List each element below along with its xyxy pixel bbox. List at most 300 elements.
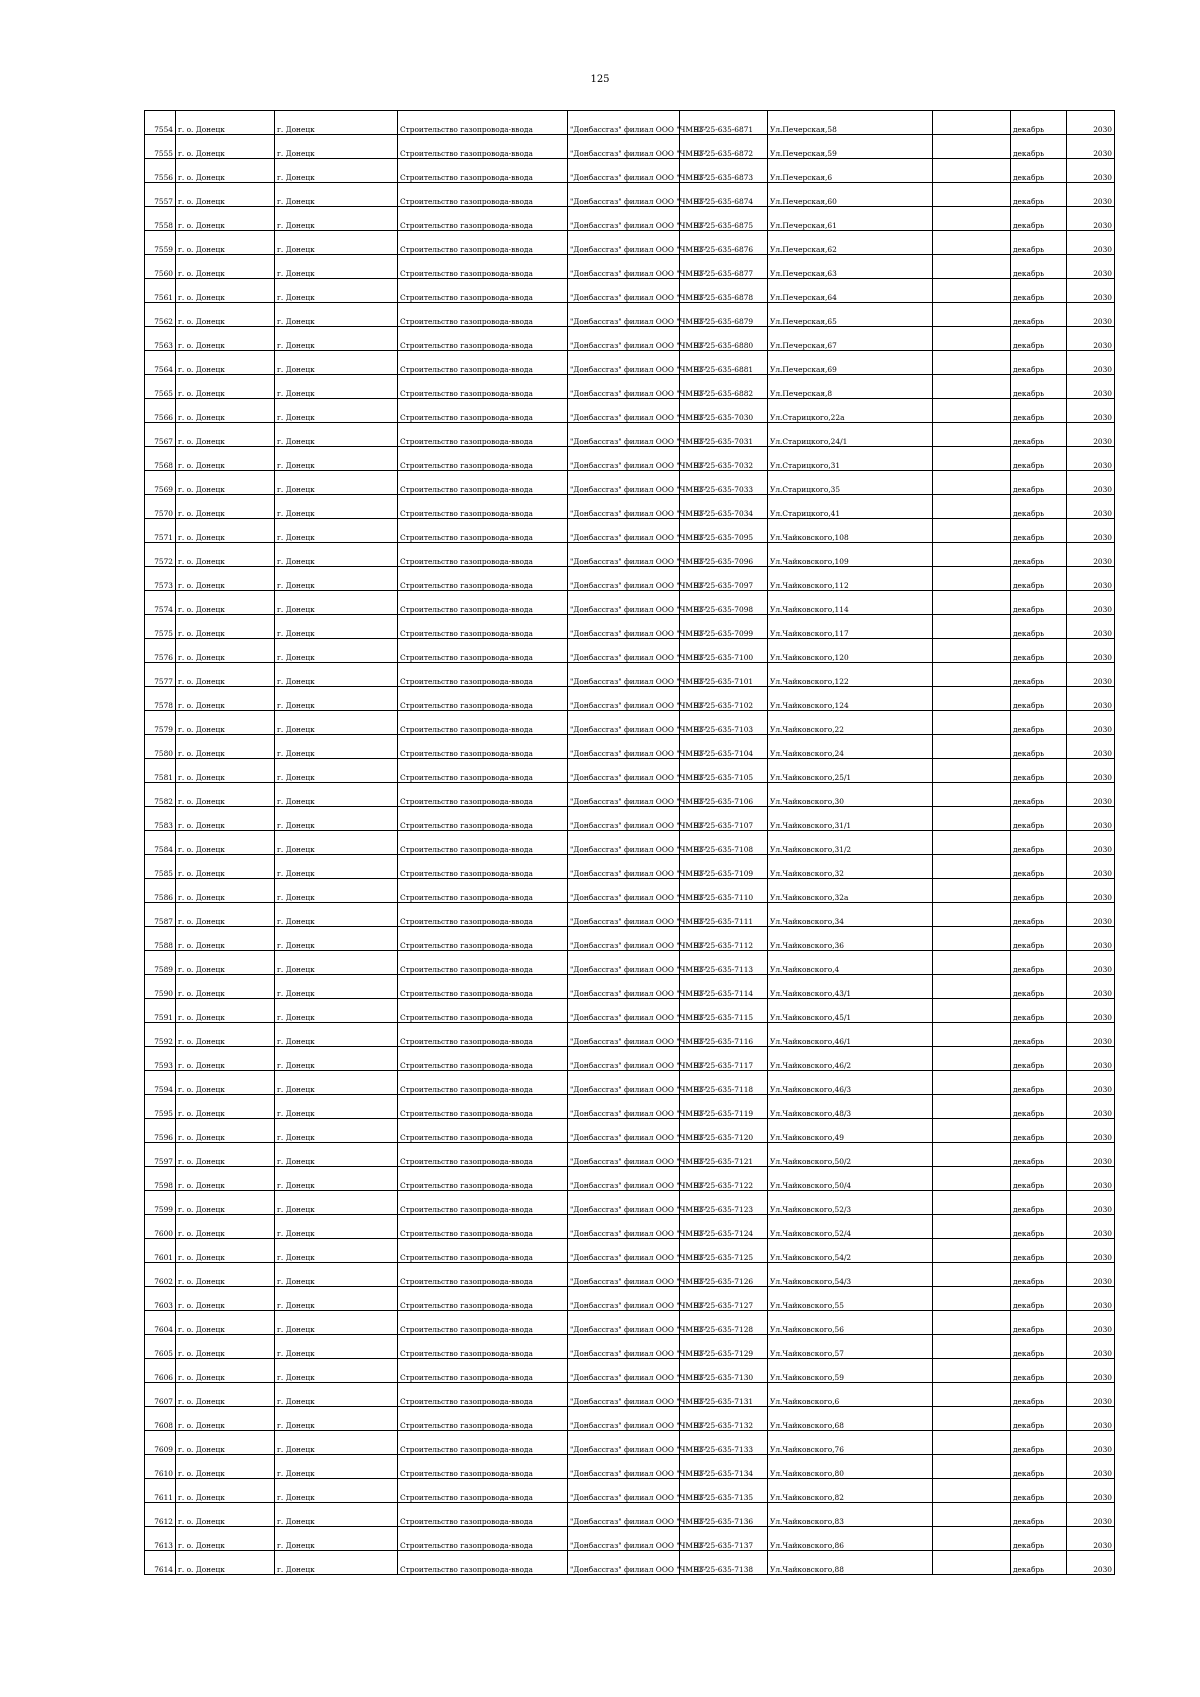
row-number-cell: 7562 — [145, 303, 176, 327]
month-cell: декабрь — [1011, 1359, 1067, 1383]
work-type-cell: Строительство газопровода-ввода — [398, 399, 568, 423]
city-cell: г. Донецк — [275, 1263, 398, 1287]
year-cell: 2030 — [1067, 759, 1115, 783]
city-cell: г. Донецк — [275, 111, 398, 135]
operator-cell: "Донбассгаз" филиал ООО "ЧМНГ" — [568, 663, 680, 687]
city-cell: г. Донецк — [275, 423, 398, 447]
row-number-cell: 7585 — [145, 855, 176, 879]
address-cell: Ул.Чайковского,59 — [768, 1359, 933, 1383]
row-number-cell: 7561 — [145, 279, 176, 303]
object-code-cell: 93-25-635-7106 — [680, 783, 768, 807]
city-cell: г. Донецк — [275, 1311, 398, 1335]
address-cell: Ул.Старицкого,22а — [768, 399, 933, 423]
row-number-cell: 7596 — [145, 1119, 176, 1143]
operator-cell: "Донбассгаз" филиал ООО "ЧМНГ" — [568, 711, 680, 735]
row-number-cell: 7614 — [145, 1551, 176, 1575]
operator-cell: "Донбассгаз" филиал ООО "ЧМНГ" — [568, 279, 680, 303]
month-cell: декабрь — [1011, 231, 1067, 255]
object-code-cell: 93-25-635-7108 — [680, 831, 768, 855]
city-cell: г. Донецк — [275, 1095, 398, 1119]
operator-cell: "Донбассгаз" филиал ООО "ЧМНГ" — [568, 1215, 680, 1239]
row-number-cell: 7600 — [145, 1215, 176, 1239]
empty-cell — [933, 1239, 1011, 1263]
empty-cell — [933, 351, 1011, 375]
empty-cell — [933, 831, 1011, 855]
month-cell: декабрь — [1011, 639, 1067, 663]
city-cell: г. Донецк — [275, 399, 398, 423]
work-type-cell: Строительство газопровода-ввода — [398, 879, 568, 903]
municipality-cell: г. о. Донецк — [176, 543, 275, 567]
month-cell: декабрь — [1011, 159, 1067, 183]
month-cell: декабрь — [1011, 1167, 1067, 1191]
city-cell: г. Донецк — [275, 1551, 398, 1575]
row-number-cell: 7582 — [145, 783, 176, 807]
work-type-cell: Строительство газопровода-ввода — [398, 279, 568, 303]
empty-cell — [933, 615, 1011, 639]
row-number-cell: 7611 — [145, 1479, 176, 1503]
work-type-cell: Строительство газопровода-ввода — [398, 303, 568, 327]
address-cell: Ул.Чайковского,109 — [768, 543, 933, 567]
city-cell: г. Донецк — [275, 1359, 398, 1383]
city-cell: г. Донецк — [275, 447, 398, 471]
work-type-cell: Строительство газопровода-ввода — [398, 1311, 568, 1335]
city-cell: г. Донецк — [275, 1239, 398, 1263]
work-type-cell: Строительство газопровода-ввода — [398, 759, 568, 783]
row-number-cell: 7573 — [145, 567, 176, 591]
operator-cell: "Донбассгаз" филиал ООО "ЧМНГ" — [568, 783, 680, 807]
month-cell: декабрь — [1011, 1047, 1067, 1071]
month-cell: декабрь — [1011, 471, 1067, 495]
address-cell: Ул.Чайковского,54/2 — [768, 1239, 933, 1263]
table-row — [145, 735, 1115, 759]
object-code-cell: 93-25-635-6873 — [680, 159, 768, 183]
row-number-cell: 7603 — [145, 1287, 176, 1311]
operator-cell: "Донбассгаз" филиал ООО "ЧМНГ" — [568, 735, 680, 759]
empty-cell — [933, 1143, 1011, 1167]
operator-cell: "Донбассгаз" филиал ООО "ЧМНГ" — [568, 495, 680, 519]
empty-cell — [933, 255, 1011, 279]
address-cell: Ул.Печерская,59 — [768, 135, 933, 159]
work-type-cell: Строительство газопровода-ввода — [398, 519, 568, 543]
year-cell: 2030 — [1067, 1239, 1115, 1263]
year-cell: 2030 — [1067, 1551, 1115, 1575]
work-type-cell: Строительство газопровода-ввода — [398, 663, 568, 687]
row-number-cell: 7589 — [145, 951, 176, 975]
operator-cell: "Донбассгаз" филиал ООО "ЧМНГ" — [568, 519, 680, 543]
row-number-cell: 7568 — [145, 447, 176, 471]
empty-cell — [933, 999, 1011, 1023]
work-type-cell: Строительство газопровода-ввода — [398, 1119, 568, 1143]
work-type-cell: Строительство газопровода-ввода — [398, 1551, 568, 1575]
municipality-cell: г. о. Донецк — [176, 471, 275, 495]
city-cell: г. Донецк — [275, 1383, 398, 1407]
row-number-cell: 7601 — [145, 1239, 176, 1263]
year-cell: 2030 — [1067, 1287, 1115, 1311]
work-type-cell: Строительство газопровода-ввода — [398, 1503, 568, 1527]
object-code-cell: 93-25-635-7119 — [680, 1095, 768, 1119]
month-cell: декабрь — [1011, 975, 1067, 999]
address-cell: Ул.Чайковского,25/1 — [768, 759, 933, 783]
object-code-cell: 93-25-635-7116 — [680, 1023, 768, 1047]
row-number-cell: 7565 — [145, 375, 176, 399]
empty-cell — [933, 519, 1011, 543]
table-row — [145, 111, 1115, 135]
municipality-cell: г. о. Донецк — [176, 807, 275, 831]
work-type-cell: Строительство газопровода-ввода — [398, 687, 568, 711]
address-cell: Ул.Чайковского,52/3 — [768, 1191, 933, 1215]
address-cell: Ул.Печерская,58 — [768, 111, 933, 135]
row-number-cell: 7609 — [145, 1431, 176, 1455]
object-code-cell: 93-25-635-7114 — [680, 975, 768, 999]
municipality-cell: г. о. Донецк — [176, 1263, 275, 1287]
address-cell: Ул.Печерская,8 — [768, 375, 933, 399]
row-number-cell: 7608 — [145, 1407, 176, 1431]
object-code-cell: 93-25-635-7130 — [680, 1359, 768, 1383]
empty-cell — [933, 567, 1011, 591]
table-row — [145, 1287, 1115, 1311]
month-cell: декабрь — [1011, 1095, 1067, 1119]
month-cell: декабрь — [1011, 351, 1067, 375]
city-cell: г. Донецк — [275, 375, 398, 399]
operator-cell: "Донбассгаз" филиал ООО "ЧМНГ" — [568, 1071, 680, 1095]
object-code-cell: 93-25-635-7135 — [680, 1479, 768, 1503]
table-row — [145, 615, 1115, 639]
address-cell: Ул.Чайковского,122 — [768, 663, 933, 687]
operator-cell: "Донбассгаз" филиал ООО "ЧМНГ" — [568, 1047, 680, 1071]
work-type-cell: Строительство газопровода-ввода — [398, 1407, 568, 1431]
municipality-cell: г. о. Донецк — [176, 231, 275, 255]
month-cell: декабрь — [1011, 1263, 1067, 1287]
city-cell: г. Донецк — [275, 879, 398, 903]
municipality-cell: г. о. Донецк — [176, 159, 275, 183]
empty-cell — [933, 663, 1011, 687]
object-code-cell: 93-25-635-7096 — [680, 543, 768, 567]
empty-cell — [933, 1503, 1011, 1527]
work-type-cell: Строительство газопровода-ввода — [398, 327, 568, 351]
month-cell: декабрь — [1011, 327, 1067, 351]
month-cell: декабрь — [1011, 927, 1067, 951]
work-type-cell: Строительство газопровода-ввода — [398, 1143, 568, 1167]
municipality-cell: г. о. Донецк — [176, 687, 275, 711]
table-row — [145, 495, 1115, 519]
address-cell: Ул.Печерская,65 — [768, 303, 933, 327]
work-type-cell: Строительство газопровода-ввода — [398, 207, 568, 231]
table-row — [145, 1383, 1115, 1407]
table-row — [145, 231, 1115, 255]
year-cell: 2030 — [1067, 303, 1115, 327]
table-row — [145, 1239, 1115, 1263]
year-cell: 2030 — [1067, 255, 1115, 279]
row-number-cell: 7567 — [145, 423, 176, 447]
empty-cell — [933, 1119, 1011, 1143]
work-type-cell: Строительство газопровода-ввода — [398, 999, 568, 1023]
row-number-cell: 7579 — [145, 711, 176, 735]
table-row — [145, 807, 1115, 831]
empty-cell — [933, 207, 1011, 231]
month-cell: декабрь — [1011, 279, 1067, 303]
object-code-cell: 93-25-635-7126 — [680, 1263, 768, 1287]
table-row — [145, 519, 1115, 543]
object-code-cell: 93-25-635-7111 — [680, 903, 768, 927]
year-cell: 2030 — [1067, 279, 1115, 303]
address-cell: Ул.Чайковского,80 — [768, 1455, 933, 1479]
city-cell: г. Донецк — [275, 1167, 398, 1191]
month-cell: декабрь — [1011, 1239, 1067, 1263]
empty-cell — [933, 471, 1011, 495]
work-type-cell: Строительство газопровода-ввода — [398, 735, 568, 759]
municipality-cell: г. о. Донецк — [176, 759, 275, 783]
work-type-cell: Строительство газопровода-ввода — [398, 423, 568, 447]
table-row — [145, 1263, 1115, 1287]
work-type-cell: Строительство газопровода-ввода — [398, 639, 568, 663]
row-number-cell: 7575 — [145, 615, 176, 639]
address-cell: Ул.Печерская,6 — [768, 159, 933, 183]
city-cell: г. Донецк — [275, 735, 398, 759]
work-type-cell: Строительство газопровода-ввода — [398, 591, 568, 615]
municipality-cell: г. о. Донецк — [176, 735, 275, 759]
row-number-cell: 7554 — [145, 111, 176, 135]
year-cell: 2030 — [1067, 111, 1115, 135]
work-type-cell: Строительство газопровода-ввода — [398, 1455, 568, 1479]
year-cell: 2030 — [1067, 543, 1115, 567]
year-cell: 2030 — [1067, 327, 1115, 351]
empty-cell — [933, 135, 1011, 159]
address-cell: Ул.Чайковского,114 — [768, 591, 933, 615]
table-row — [145, 1071, 1115, 1095]
city-cell: г. Донецк — [275, 687, 398, 711]
year-cell: 2030 — [1067, 135, 1115, 159]
city-cell: г. Донецк — [275, 639, 398, 663]
empty-cell — [933, 639, 1011, 663]
year-cell: 2030 — [1067, 999, 1115, 1023]
address-cell: Ул.Чайковского,22 — [768, 711, 933, 735]
municipality-cell: г. о. Донецк — [176, 1383, 275, 1407]
operator-cell: "Донбассгаз" филиал ООО "ЧМНГ" — [568, 687, 680, 711]
month-cell: декабрь — [1011, 1479, 1067, 1503]
year-cell: 2030 — [1067, 1095, 1115, 1119]
municipality-cell: г. о. Донецк — [176, 1167, 275, 1191]
address-cell: Ул.Чайковского,32а — [768, 879, 933, 903]
work-type-cell: Строительство газопровода-ввода — [398, 951, 568, 975]
city-cell: г. Донецк — [275, 1287, 398, 1311]
month-cell: декабрь — [1011, 903, 1067, 927]
empty-cell — [933, 1095, 1011, 1119]
row-number-cell: 7577 — [145, 663, 176, 687]
empty-cell — [933, 231, 1011, 255]
month-cell: декабрь — [1011, 1119, 1067, 1143]
city-cell: г. Донецк — [275, 159, 398, 183]
object-code-cell: 93-25-635-6875 — [680, 207, 768, 231]
empty-cell — [933, 687, 1011, 711]
month-cell: декабрь — [1011, 759, 1067, 783]
year-cell: 2030 — [1067, 1335, 1115, 1359]
operator-cell: "Донбассгаз" филиал ООО "ЧМНГ" — [568, 639, 680, 663]
table-row — [145, 159, 1115, 183]
address-cell: Ул.Печерская,60 — [768, 183, 933, 207]
empty-cell — [933, 951, 1011, 975]
operator-cell: "Донбассгаз" филиал ООО "ЧМНГ" — [568, 471, 680, 495]
object-code-cell: 93-25-635-7124 — [680, 1215, 768, 1239]
year-cell: 2030 — [1067, 951, 1115, 975]
work-type-cell: Строительство газопровода-ввода — [398, 351, 568, 375]
empty-cell — [933, 447, 1011, 471]
work-type-cell: Строительство газопровода-ввода — [398, 975, 568, 999]
city-cell: г. Донецк — [275, 1047, 398, 1071]
object-code-cell: 93-25-635-7131 — [680, 1383, 768, 1407]
address-cell: Ул.Печерская,61 — [768, 207, 933, 231]
row-number-cell: 7580 — [145, 735, 176, 759]
month-cell: декабрь — [1011, 303, 1067, 327]
object-code-cell: 93-25-635-6871 — [680, 111, 768, 135]
year-cell: 2030 — [1067, 1503, 1115, 1527]
work-type-cell: Строительство газопровода-ввода — [398, 183, 568, 207]
city-cell: г. Донецк — [275, 255, 398, 279]
year-cell: 2030 — [1067, 1527, 1115, 1551]
municipality-cell: г. о. Донецк — [176, 351, 275, 375]
city-cell: г. Донецк — [275, 807, 398, 831]
empty-cell — [933, 783, 1011, 807]
address-cell: Ул.Чайковского,30 — [768, 783, 933, 807]
address-cell: Ул.Чайковского,31/2 — [768, 831, 933, 855]
municipality-cell: г. о. Донецк — [176, 663, 275, 687]
object-code-cell: 93-25-635-7034 — [680, 495, 768, 519]
operator-cell: "Донбассгаз" филиал ООО "ЧМНГ" — [568, 567, 680, 591]
row-number-cell: 7572 — [145, 543, 176, 567]
city-cell: г. Донецк — [275, 207, 398, 231]
address-cell: Ул.Чайковского,55 — [768, 1287, 933, 1311]
table-row — [145, 375, 1115, 399]
year-cell: 2030 — [1067, 1359, 1115, 1383]
row-number-cell: 7594 — [145, 1071, 176, 1095]
municipality-cell: г. о. Донецк — [176, 999, 275, 1023]
object-code-cell: 93-25-635-7125 — [680, 1239, 768, 1263]
empty-cell — [933, 1479, 1011, 1503]
municipality-cell: г. о. Донецк — [176, 495, 275, 519]
row-number-cell: 7592 — [145, 1023, 176, 1047]
month-cell: декабрь — [1011, 687, 1067, 711]
municipality-cell: г. о. Донецк — [176, 1503, 275, 1527]
object-code-cell: 93-25-635-7113 — [680, 951, 768, 975]
table-row — [145, 855, 1115, 879]
year-cell: 2030 — [1067, 1215, 1115, 1239]
municipality-cell: г. о. Донецк — [176, 783, 275, 807]
city-cell: г. Донецк — [275, 1071, 398, 1095]
operator-cell: "Донбассгаз" филиал ООО "ЧМНГ" — [568, 879, 680, 903]
month-cell: декабрь — [1011, 855, 1067, 879]
object-code-cell: 93-25-635-7128 — [680, 1311, 768, 1335]
object-code-cell: 93-25-635-7098 — [680, 591, 768, 615]
object-code-cell: 93-25-635-7033 — [680, 471, 768, 495]
empty-cell — [933, 1551, 1011, 1575]
year-cell: 2030 — [1067, 1311, 1115, 1335]
year-cell: 2030 — [1067, 1407, 1115, 1431]
object-code-cell: 93-25-635-7134 — [680, 1455, 768, 1479]
table-row — [145, 1455, 1115, 1479]
work-type-cell: Строительство газопровода-ввода — [398, 1263, 568, 1287]
object-code-cell: 93-25-635-7110 — [680, 879, 768, 903]
address-cell: Ул.Печерская,63 — [768, 255, 933, 279]
city-cell: г. Донецк — [275, 1215, 398, 1239]
year-cell: 2030 — [1067, 1191, 1115, 1215]
municipality-cell: г. о. Донецк — [176, 975, 275, 999]
empty-cell — [933, 903, 1011, 927]
year-cell: 2030 — [1067, 1263, 1115, 1287]
address-cell: Ул.Чайковского,34 — [768, 903, 933, 927]
address-cell: Ул.Чайковского,32 — [768, 855, 933, 879]
municipality-cell: г. о. Донецк — [176, 447, 275, 471]
city-cell: г. Донецк — [275, 495, 398, 519]
city-cell: г. Донецк — [275, 471, 398, 495]
municipality-cell: г. о. Донецк — [176, 1095, 275, 1119]
year-cell: 2030 — [1067, 375, 1115, 399]
city-cell: г. Донецк — [275, 567, 398, 591]
work-type-cell: Строительство газопровода-ввода — [398, 159, 568, 183]
table-row — [145, 999, 1115, 1023]
operator-cell: "Донбассгаз" филиал ООО "ЧМНГ" — [568, 159, 680, 183]
object-code-cell: 93-25-635-7103 — [680, 711, 768, 735]
year-cell: 2030 — [1067, 1023, 1115, 1047]
object-code-cell: 93-25-635-7138 — [680, 1551, 768, 1575]
work-type-cell: Строительство газопровода-ввода — [398, 135, 568, 159]
address-cell: Ул.Чайковского,50/2 — [768, 1143, 933, 1167]
empty-cell — [933, 183, 1011, 207]
address-cell: Ул.Старицкого,24/1 — [768, 423, 933, 447]
empty-cell — [933, 375, 1011, 399]
work-type-cell: Строительство газопровода-ввода — [398, 711, 568, 735]
empty-cell — [933, 855, 1011, 879]
table-row — [145, 471, 1115, 495]
operator-cell: "Донбассгаз" филиал ООО "ЧМНГ" — [568, 231, 680, 255]
object-code-cell: 93-25-635-7031 — [680, 423, 768, 447]
municipality-cell: г. о. Донецк — [176, 927, 275, 951]
operator-cell: "Донбассгаз" филиал ООО "ЧМНГ" — [568, 183, 680, 207]
month-cell: декабрь — [1011, 831, 1067, 855]
work-type-cell: Строительство газопровода-ввода — [398, 903, 568, 927]
object-code-cell: 93-25-635-7117 — [680, 1047, 768, 1071]
row-number-cell: 7612 — [145, 1503, 176, 1527]
row-number-cell: 7560 — [145, 255, 176, 279]
year-cell: 2030 — [1067, 639, 1115, 663]
city-cell: г. Донецк — [275, 1335, 398, 1359]
row-number-cell: 7559 — [145, 231, 176, 255]
year-cell: 2030 — [1067, 471, 1115, 495]
object-code-cell: 93-25-635-7101 — [680, 663, 768, 687]
municipality-cell: г. о. Донецк — [176, 567, 275, 591]
operator-cell: "Донбассгаз" филиал ООО "ЧМНГ" — [568, 351, 680, 375]
table-row — [145, 1311, 1115, 1335]
operator-cell: "Донбассгаз" филиал ООО "ЧМНГ" — [568, 759, 680, 783]
municipality-cell: г. о. Донецк — [176, 855, 275, 879]
operator-cell: "Донбассгаз" филиал ООО "ЧМНГ" — [568, 1383, 680, 1407]
municipality-cell: г. о. Донецк — [176, 1335, 275, 1359]
table-row — [145, 1527, 1115, 1551]
object-code-cell: 93-25-635-6872 — [680, 135, 768, 159]
operator-cell: "Донбассгаз" филиал ООО "ЧМНГ" — [568, 1503, 680, 1527]
municipality-cell: г. о. Донецк — [176, 1071, 275, 1095]
page-number: 125 — [590, 74, 610, 85]
table-row — [145, 135, 1115, 159]
city-cell: г. Донецк — [275, 783, 398, 807]
municipality-cell: г. о. Донецк — [176, 1527, 275, 1551]
address-cell: Ул.Чайковского,45/1 — [768, 999, 933, 1023]
work-type-cell: Строительство газопровода-ввода — [398, 1383, 568, 1407]
year-cell: 2030 — [1067, 567, 1115, 591]
month-cell: декабрь — [1011, 1527, 1067, 1551]
address-cell: Ул.Чайковского,83 — [768, 1503, 933, 1527]
month-cell: декабрь — [1011, 1287, 1067, 1311]
year-cell: 2030 — [1067, 351, 1115, 375]
month-cell: декабрь — [1011, 1431, 1067, 1455]
